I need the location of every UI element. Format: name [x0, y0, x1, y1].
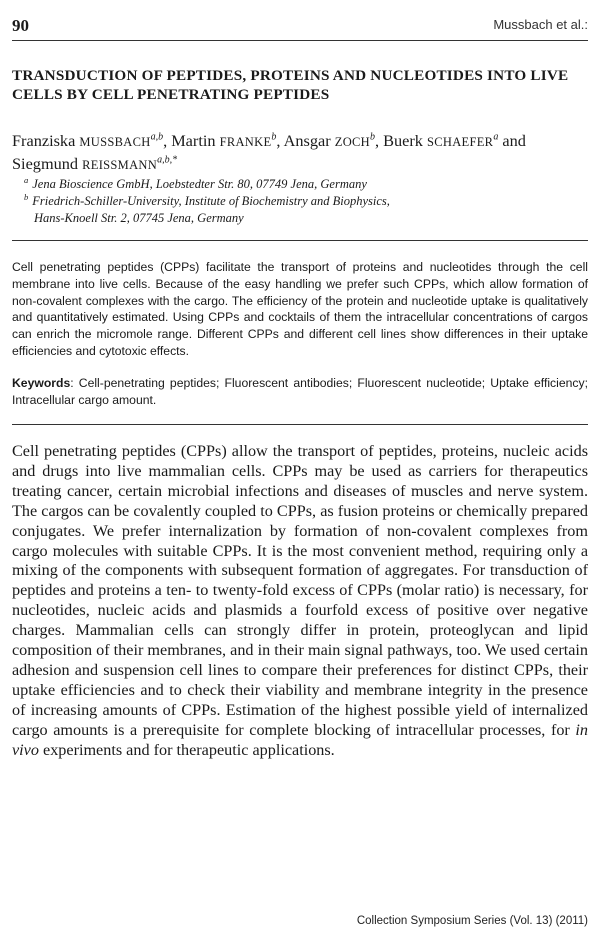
page-header: [12, 12, 588, 41]
author: Buerk SCHAEFER$^a$ and: [383, 131, 526, 150]
affiliation-b-continued: Hans-Knoell Str. 2, 07745 Jena, Germany: [34, 211, 244, 225]
abstract-bottom-rule: [12, 424, 588, 425]
running-head: Mussbach et al.:: [493, 17, 588, 32]
author-list: [12, 130, 588, 176]
author: Martin FRANKE$^b$,: [171, 131, 284, 150]
author: Siegmund $REISSMANN^{a,b,*}$: [12, 154, 178, 173]
affiliation-a: $^a$ Jena Bioscience GmbH, Loebstedter Str. 80, 07749 Jena, Germany: [24, 174, 367, 191]
author: Ansgar ZOCH$^b$,: [283, 131, 384, 150]
keywords: Keywords: Cell-penetrating peptides; Fluorescent antibodies; Fluorescent nucleotide; Uptake efficiency; Intracellular cargo amount.: [12, 376, 588, 407]
affiliations: [24, 176, 588, 227]
page-number: 90: [12, 16, 29, 35]
abstract-top-rule: [12, 240, 588, 241]
article-title: TRANSDUCTION OF PEPTIDES, PROTEINS AND NUCLEOTIDES INTO LIVE CELLS BY CELL PENETRATING PEPTIDES: [12, 67, 569, 103]
page-footer: Collection Symposium Series (Vol. 13) (2011): [356, 915, 588, 927]
body-paragraph: Cell penetrating peptides (CPPs) allow the transport of peptides, proteins, nucleic acids and drugs into live mammalian cells. CPPs may be used as carriers for therapeutics treating cancer, certain microbial infections and diseases of muscles and nerve system. The cargos can be covalently coupled to CPPs, as fusion proteins or chemically prepared conjugates. We prefer internalization by formation of non-covalent complexes from cargo molecules with suitable CPPs. It is the most convenient method, requiring only a mixing of the components with subsequent formation of aggregates. For transduction of peptides and proteins a ten- to twenty-fold excess of CPPs (molar ratio) is necessary, for nucleotides, nucleic acids and plasmids a fourfold excess of positive over negative charges. Mammalian cells can strongly differ in protein, proteoglycan and lipid composition of their membranes, and in their main signal pathways, too. We used certain adhesion and suspension cell lines to compare their preferences for distinct CPPs, their uptake efficiencies and to check their viability and membrane integrity in the presence of increasing amounts of CPPs. Estimation of the highest possible yield of internalized cargo amounts is a prerequisite for complete blocking of intracellular processes, for in vivo experiments and for therapeutic applications.: [12, 442, 588, 759]
author: Franziska MUSSBACH$^{a,b}$,: [12, 131, 172, 150]
keywords-text: Cell-penetrating peptides; Fluorescent antibodies; Fluorescent nucleotide; Uptake efficiency; Intracellular cargo amount.: [12, 376, 588, 407]
keywords-label: Keywords: [12, 376, 71, 390]
affiliation-b: $^b$ Friedrich-Schiller-University, Institute of Biochemistry and Biophysics,: [24, 191, 390, 208]
abstract: Cell penetrating peptides (CPPs) facilitate the transport of proteins and nucleotides through the cell membrane into live cells. Because of the easy handling we prefer such CPPs, which allow formation of non-covalent complexes with the cargo. The efficiency of the protein and nucleotide uptake is qualitatively and quantitatively estimated. Using CPPs and cocktails of them the intracellular concentrations of cargos can enrich the micromole range. Different CPPs and different cell lines show differences in their uptake efficiencies and cytotoxic effects.: [12, 260, 588, 358]
